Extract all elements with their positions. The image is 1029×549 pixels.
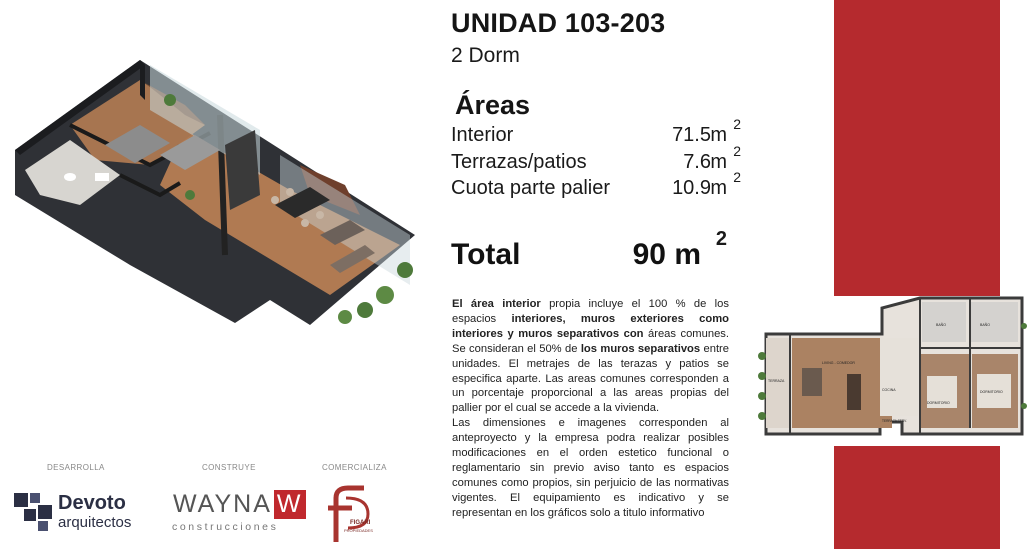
total-row <box>451 228 731 278</box>
disclaimer-span: entre unidades. El metrajes de las terazas y patios se especifica aparte. Las areas comunes corresponden a un porcentaje proporcional a las areas propias del pallier por el cual se accede a la vivienda. <box>452 342 729 415</box>
area-unit: m <box>710 124 727 146</box>
total-exponent: 2 <box>715 228 727 250</box>
plan-label-bano1: BAÑO <box>936 323 946 327</box>
areas-heading: Áreas <box>455 90 531 120</box>
wayna-logo <box>173 490 306 519</box>
plan-label-dorm1: DORMITORIO <box>927 401 950 405</box>
area-unit: m <box>710 151 727 173</box>
disclaimer-emphasis: El área interior <box>452 298 541 310</box>
plan-label-living: LIVING - COMEDOR <box>822 361 855 365</box>
disclaimer-text <box>452 297 729 521</box>
area-label: Interior <box>451 124 514 146</box>
apartment-3d-render <box>10 55 430 330</box>
figari-sub: PROPIEDADES <box>344 528 373 533</box>
area-value: 10.9 <box>672 177 711 199</box>
wayna-w-mark: W <box>274 490 306 519</box>
area-unit: m <box>710 177 727 199</box>
area-row-palier <box>451 169 741 203</box>
disclaimer-span: propia incluye el 100 % de los espacios <box>452 298 729 325</box>
area-value: 71.5 <box>672 124 711 146</box>
disclaimer-paragraph-1 <box>452 297 729 416</box>
floor-plan <box>752 296 1029 446</box>
comercializa-caption: COMERCIALIZA <box>322 463 387 472</box>
total-label: Total <box>451 238 521 271</box>
bedroom-count: 2 Dorm <box>451 44 520 67</box>
disclaimer-emphasis: los muros separativos <box>580 342 701 355</box>
figari-name: FIGARI <box>350 520 371 526</box>
area-row-terrazas <box>451 143 741 177</box>
plan-label-terraza-serv: TERRAZA SERV. <box>882 419 907 423</box>
area-exponent: 2 <box>733 143 741 159</box>
area-exponent: 2 <box>733 116 741 132</box>
plan-label-bano2: BAÑO <box>980 323 990 327</box>
area-value: 7.6 <box>683 151 711 173</box>
disclaimer-paragraph-2: Las dimensiones e imagenes corresponden al anteproyecto y la empresa podra realizar posibles modificaciones en el orden estetico funcional o reglamentario sin previo aviso tanto es espacios comunes como propios, sin perjuicio de las normativas vigentes. El equipamiento es indicativo y se representan en los gráficos solo a titulo informativo <box>452 417 729 519</box>
area-label: Cuota parte palier <box>451 177 610 199</box>
area-exponent: 2 <box>733 169 741 185</box>
figari-logo <box>324 484 384 544</box>
plan-label-terraza: TERRAZA <box>768 379 785 383</box>
accent-band <box>834 0 1000 549</box>
devoto-name: Devoto <box>58 492 126 514</box>
wayna-name: WAYNA <box>173 490 272 518</box>
plan-label-dorm2: DORMITORIO <box>980 390 1003 394</box>
construye-caption: CONSTRUYE <box>202 463 256 472</box>
area-row-interior <box>451 116 741 150</box>
area-label: Terrazas/patios <box>451 151 587 173</box>
devoto-sub: arquitectos <box>58 514 132 531</box>
disclaimer-emphasis: interiores, muros exteriores como interiores y muros separativos con <box>452 312 729 340</box>
desarrolla-caption: DESARROLLA <box>47 463 105 472</box>
plan-label-cocina: COCINA <box>882 388 896 392</box>
disclaimer-span: áreas comunes. Se consideran el 50% de <box>452 327 729 355</box>
wayna-sub: construcciones <box>172 521 279 533</box>
unit-title: UNIDAD 103-203 <box>451 8 666 38</box>
total-value: 90 m <box>632 238 701 271</box>
